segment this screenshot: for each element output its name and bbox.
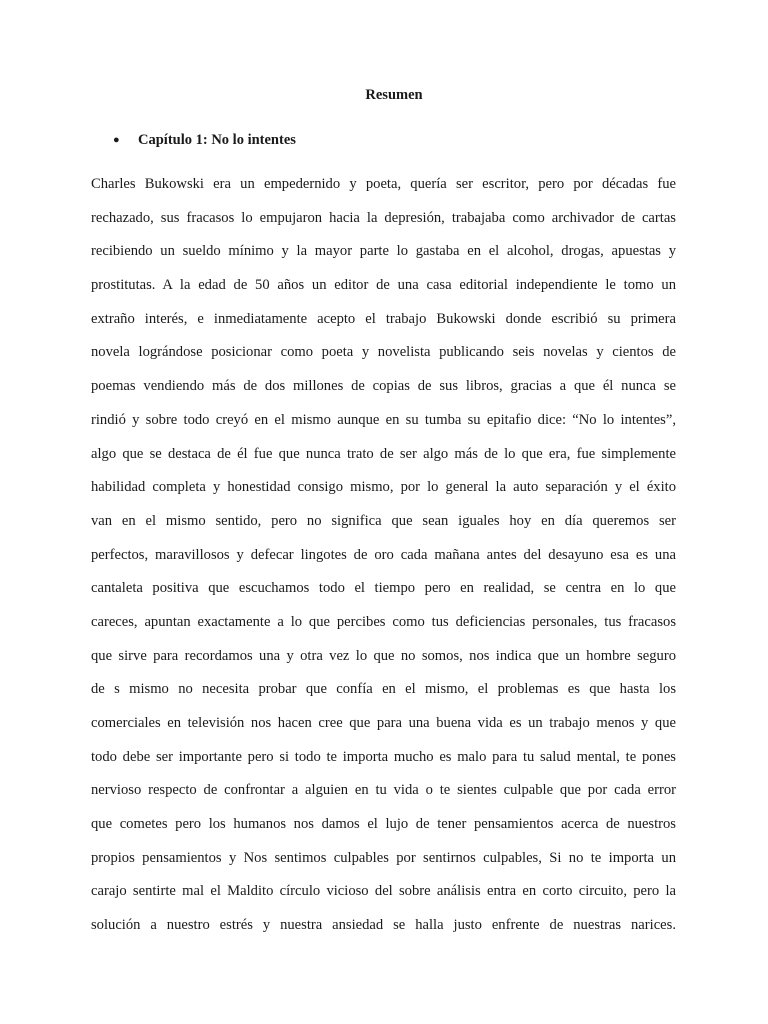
body-paragraph	[91, 173, 676, 948]
line-text: poemas vendiendo más de dos millones de copias de sus libros, gracias a que él nunca se	[91, 378, 676, 395]
line-text: van en el mismo sentido, pero no significa que sean iguales hoy en día queremos ser	[91, 512, 676, 529]
paragraph-line	[91, 544, 676, 578]
line-text: carajo sentirte mal el Maldito círculo vicioso del sobre análisis entra en corto circuito, pero la	[91, 883, 676, 900]
paragraph-line	[91, 914, 676, 948]
line-text: algo que se destaca de él fue que nunca trato de ser algo más de lo que era, fue simplemente	[91, 445, 676, 462]
line-text: todo debe ser importante pero si todo te importa mucho es malo para tu salud mental, te pones	[91, 748, 676, 765]
bullet-icon: ●	[113, 134, 120, 146]
paragraph-line	[91, 173, 676, 207]
line-text: perfectos, maravillosos y defecar lingotes de oro cada mañana antes del desayuno esa es una	[91, 546, 676, 563]
line-text: habilidad completa y honestidad consigo mismo, por lo general la auto separación y el éxito	[91, 479, 676, 496]
line-text: Charles Bukowski era un empedernido y poeta, quería ser escritor, pero por décadas fue	[91, 176, 676, 192]
paragraph-line	[91, 375, 676, 409]
paragraph-line	[91, 712, 676, 746]
paragraph-line	[91, 611, 676, 645]
paragraph-line	[91, 880, 676, 914]
paragraph-line	[91, 409, 676, 443]
paragraph-line	[91, 274, 676, 308]
line-text: careces, apuntan exactamente a lo que percibes como tus deficiencias personales, tus fracasos	[91, 613, 676, 630]
chapter-heading	[113, 131, 296, 149]
page-title: Resumen	[365, 87, 423, 103]
line-text: rindió y sobre todo creyó en el mismo aunque en su tumba su epitafio dice: “No lo intentes”,	[91, 411, 676, 428]
paragraph-line	[91, 308, 676, 342]
paragraph-line	[91, 341, 676, 375]
paragraph-line	[91, 645, 676, 679]
line-text: cantaleta positiva que escuchamos todo el tiempo pero en realidad, se centra en lo que	[91, 580, 676, 597]
line-text: prostitutas. A la edad de 50 años un editor de una casa editorial independiente le tomo un	[91, 277, 676, 294]
paragraph-line	[91, 678, 676, 712]
line-text: que cometes pero los humanos nos damos el lujo de tener pensamientos acerca de nuestros	[91, 816, 676, 833]
paragraph-line	[91, 813, 676, 847]
line-text: solución a nuestro estrés y nuestra ansiedad se halla justo enfrente de nuestras narices.	[91, 917, 676, 934]
paragraph-line	[91, 476, 676, 510]
line-text: de s mismo no necesita probar que confía en el mismo, el problemas es que hasta los	[91, 681, 676, 698]
paragraph-line	[91, 746, 676, 780]
line-text: novela lográndose posicionar como poeta y novelista publicando seis novelas y cientos de	[91, 344, 676, 361]
line-text: recibiendo un sueldo mínimo y la mayor parte lo gastaba en el alcohol, drogas, apuestas y	[91, 243, 676, 260]
line-text: que sirve para recordamos una y otra vez lo que no somos, nos indica que un hombre seguro	[91, 647, 676, 664]
paragraph-line	[91, 510, 676, 544]
line-text: comerciales en televisión nos hacen cree que para una buena vida es un trabajo menos y que	[91, 715, 676, 731]
chapter-heading-text: Capítulo 1: No lo intentes	[138, 132, 296, 148]
paragraph-line	[91, 207, 676, 241]
paragraph-line	[91, 240, 676, 274]
paragraph-line	[91, 443, 676, 477]
paragraph-line	[91, 577, 676, 611]
paragraph-line	[91, 847, 676, 881]
line-text: propios pensamientos y Nos sentimos culpables por sentirnos culpables, Si no te importa un	[91, 849, 676, 866]
line-text: extraño interés, e inmediatamente acepto el trabajo Bukowski donde escribió su primera	[91, 310, 676, 327]
line-text: nervioso respecto de confrontar a alguien en tu vida o te sientes culpable que por cada error	[91, 782, 676, 799]
paragraph-line	[91, 779, 676, 813]
line-text: rechazado, sus fracasos lo empujaron hacia la depresión, trabajaba como archivador de cartas	[91, 209, 676, 226]
